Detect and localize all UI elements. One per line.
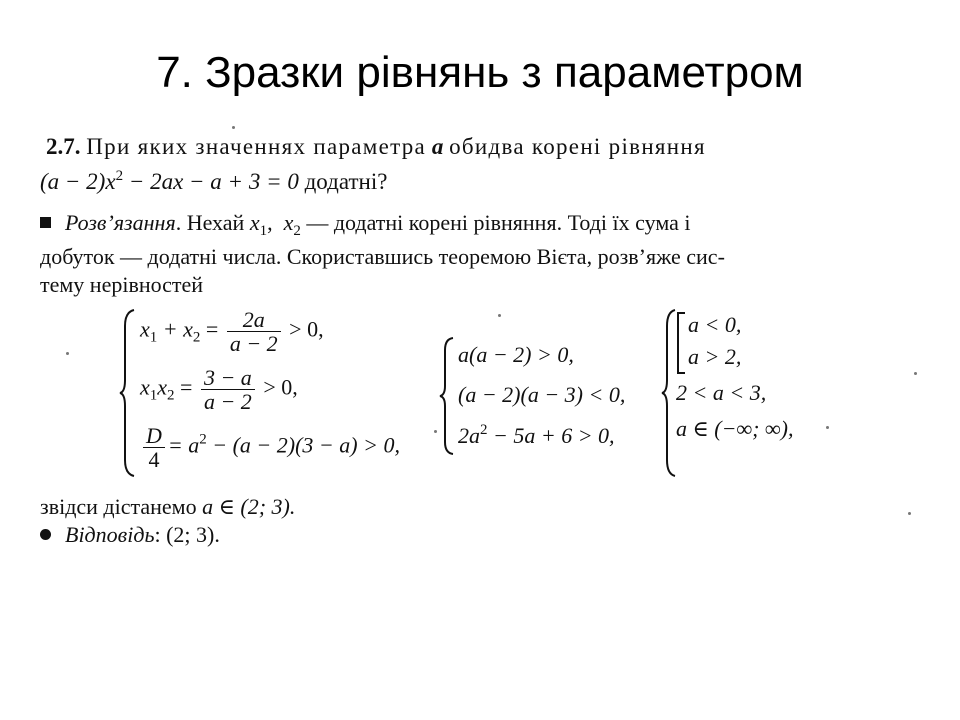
s1-sub1b: 1	[149, 387, 158, 404]
s1-eq: =	[200, 316, 219, 342]
s2-r3b: − 5a + 6 > 0,	[487, 423, 615, 448]
problem-equation-b: − 2ax − a + 3 = 0	[123, 169, 299, 194]
problem-number: 2.7.	[46, 134, 81, 159]
frac-den-c: 4	[148, 447, 160, 473]
frac-den: a − 2	[229, 331, 278, 357]
s1-end: > 0,	[289, 316, 324, 342]
system1-row-2	[140, 366, 298, 413]
solution-line-1: Розв’язання. Нехай $x_1$, $x_2$ — додатні корені рівняння. Тоді їх сума і	[40, 210, 690, 240]
s1-endb: > 0,	[263, 374, 298, 400]
s2-r3a: 2a	[458, 423, 480, 448]
frac-num-c: D	[143, 424, 165, 448]
problem-text: При яких значеннях параметра	[86, 134, 427, 159]
s1-sub2b: 2	[167, 387, 175, 404]
s1-x1b: x	[140, 374, 150, 400]
problem-line-2	[40, 168, 387, 195]
sub-1: 1	[259, 223, 268, 239]
answer-label: Відповідь	[65, 522, 155, 547]
scan-speck	[232, 126, 235, 129]
s1-sub1: 1	[149, 329, 158, 346]
var-x2: x	[283, 210, 294, 235]
frac-num: 2a	[227, 308, 281, 332]
problem-equation-a: (a − 2)x	[40, 169, 116, 194]
solution-intro: . Нехай	[175, 210, 245, 235]
s1-eqb: =	[174, 374, 193, 400]
problem-question-end: додатні?	[304, 169, 388, 194]
system3-row-4: a ∈ (−∞; ∞),	[676, 416, 794, 441]
s2-exp: 2	[480, 422, 488, 438]
var-x1: x	[249, 210, 260, 235]
answer-line	[40, 522, 220, 548]
conclusion-expr: a ∈ (2; 3).	[202, 494, 296, 519]
solution-intro-end: — додатні корені рівняння. Тоді їх сума і	[306, 210, 691, 235]
scan-speck	[826, 426, 829, 429]
system1-row-1	[140, 308, 324, 355]
system2-row-1: a(a − 2) > 0,	[458, 342, 574, 367]
solution-label: Розв’язання	[65, 210, 176, 235]
solution-line-2: добуток — додатні числа. Скориставшись теоремою Вієта, розв’яже сис-	[40, 244, 725, 269]
system2-brace	[438, 336, 456, 456]
scan-speck	[434, 430, 437, 433]
slide-title: 7. Зразки рівнянь з параметром	[156, 48, 804, 97]
s1-exp: 2	[199, 431, 207, 448]
conclusion-line	[40, 494, 295, 520]
s1-sub2: 2	[192, 329, 201, 346]
scan-speck	[66, 352, 69, 355]
system3-row-2: a > 2,	[688, 344, 742, 369]
solution-marker-icon	[40, 217, 51, 228]
answer-bullet-icon	[40, 529, 51, 540]
exponent: 2	[115, 168, 124, 184]
fraction-sum	[227, 308, 281, 355]
solution-line-3: тему нерівностей	[40, 272, 204, 297]
fraction-discriminant	[143, 424, 165, 471]
sub-2: 2	[293, 223, 301, 239]
s1-r3b: − (a − 2)(3 − a) > 0,	[206, 432, 400, 458]
conclusion-text: звідси дістанемо	[40, 494, 197, 519]
frac-den-b: a − 2	[203, 389, 252, 415]
scan-speck	[908, 512, 911, 515]
system3-row-1: a < 0,	[688, 312, 742, 337]
problem-param: a	[431, 134, 444, 159]
s1-r3a: = a	[167, 432, 200, 458]
scan-speck	[498, 314, 501, 317]
system2-row-3	[458, 422, 615, 449]
system1-brace	[118, 308, 138, 478]
scan-speck	[914, 372, 917, 375]
problem-text-end: обидва корені рівняння	[449, 134, 706, 159]
s1-x1: x	[140, 316, 150, 342]
system3-square-bracket	[676, 312, 686, 374]
system3-row-3: 2 < a < 3,	[676, 380, 767, 405]
system2-row-2: (a − 2)(a − 3) < 0,	[458, 382, 626, 407]
fraction-product	[201, 366, 255, 413]
answer-value: : (2; 3).	[154, 522, 220, 547]
problem-line-1	[46, 134, 706, 160]
system1-row-3	[140, 424, 400, 471]
s1-x2b: x	[157, 374, 168, 400]
frac-num-b: 3 − a	[201, 366, 255, 390]
s1-x2: + x	[157, 316, 193, 342]
